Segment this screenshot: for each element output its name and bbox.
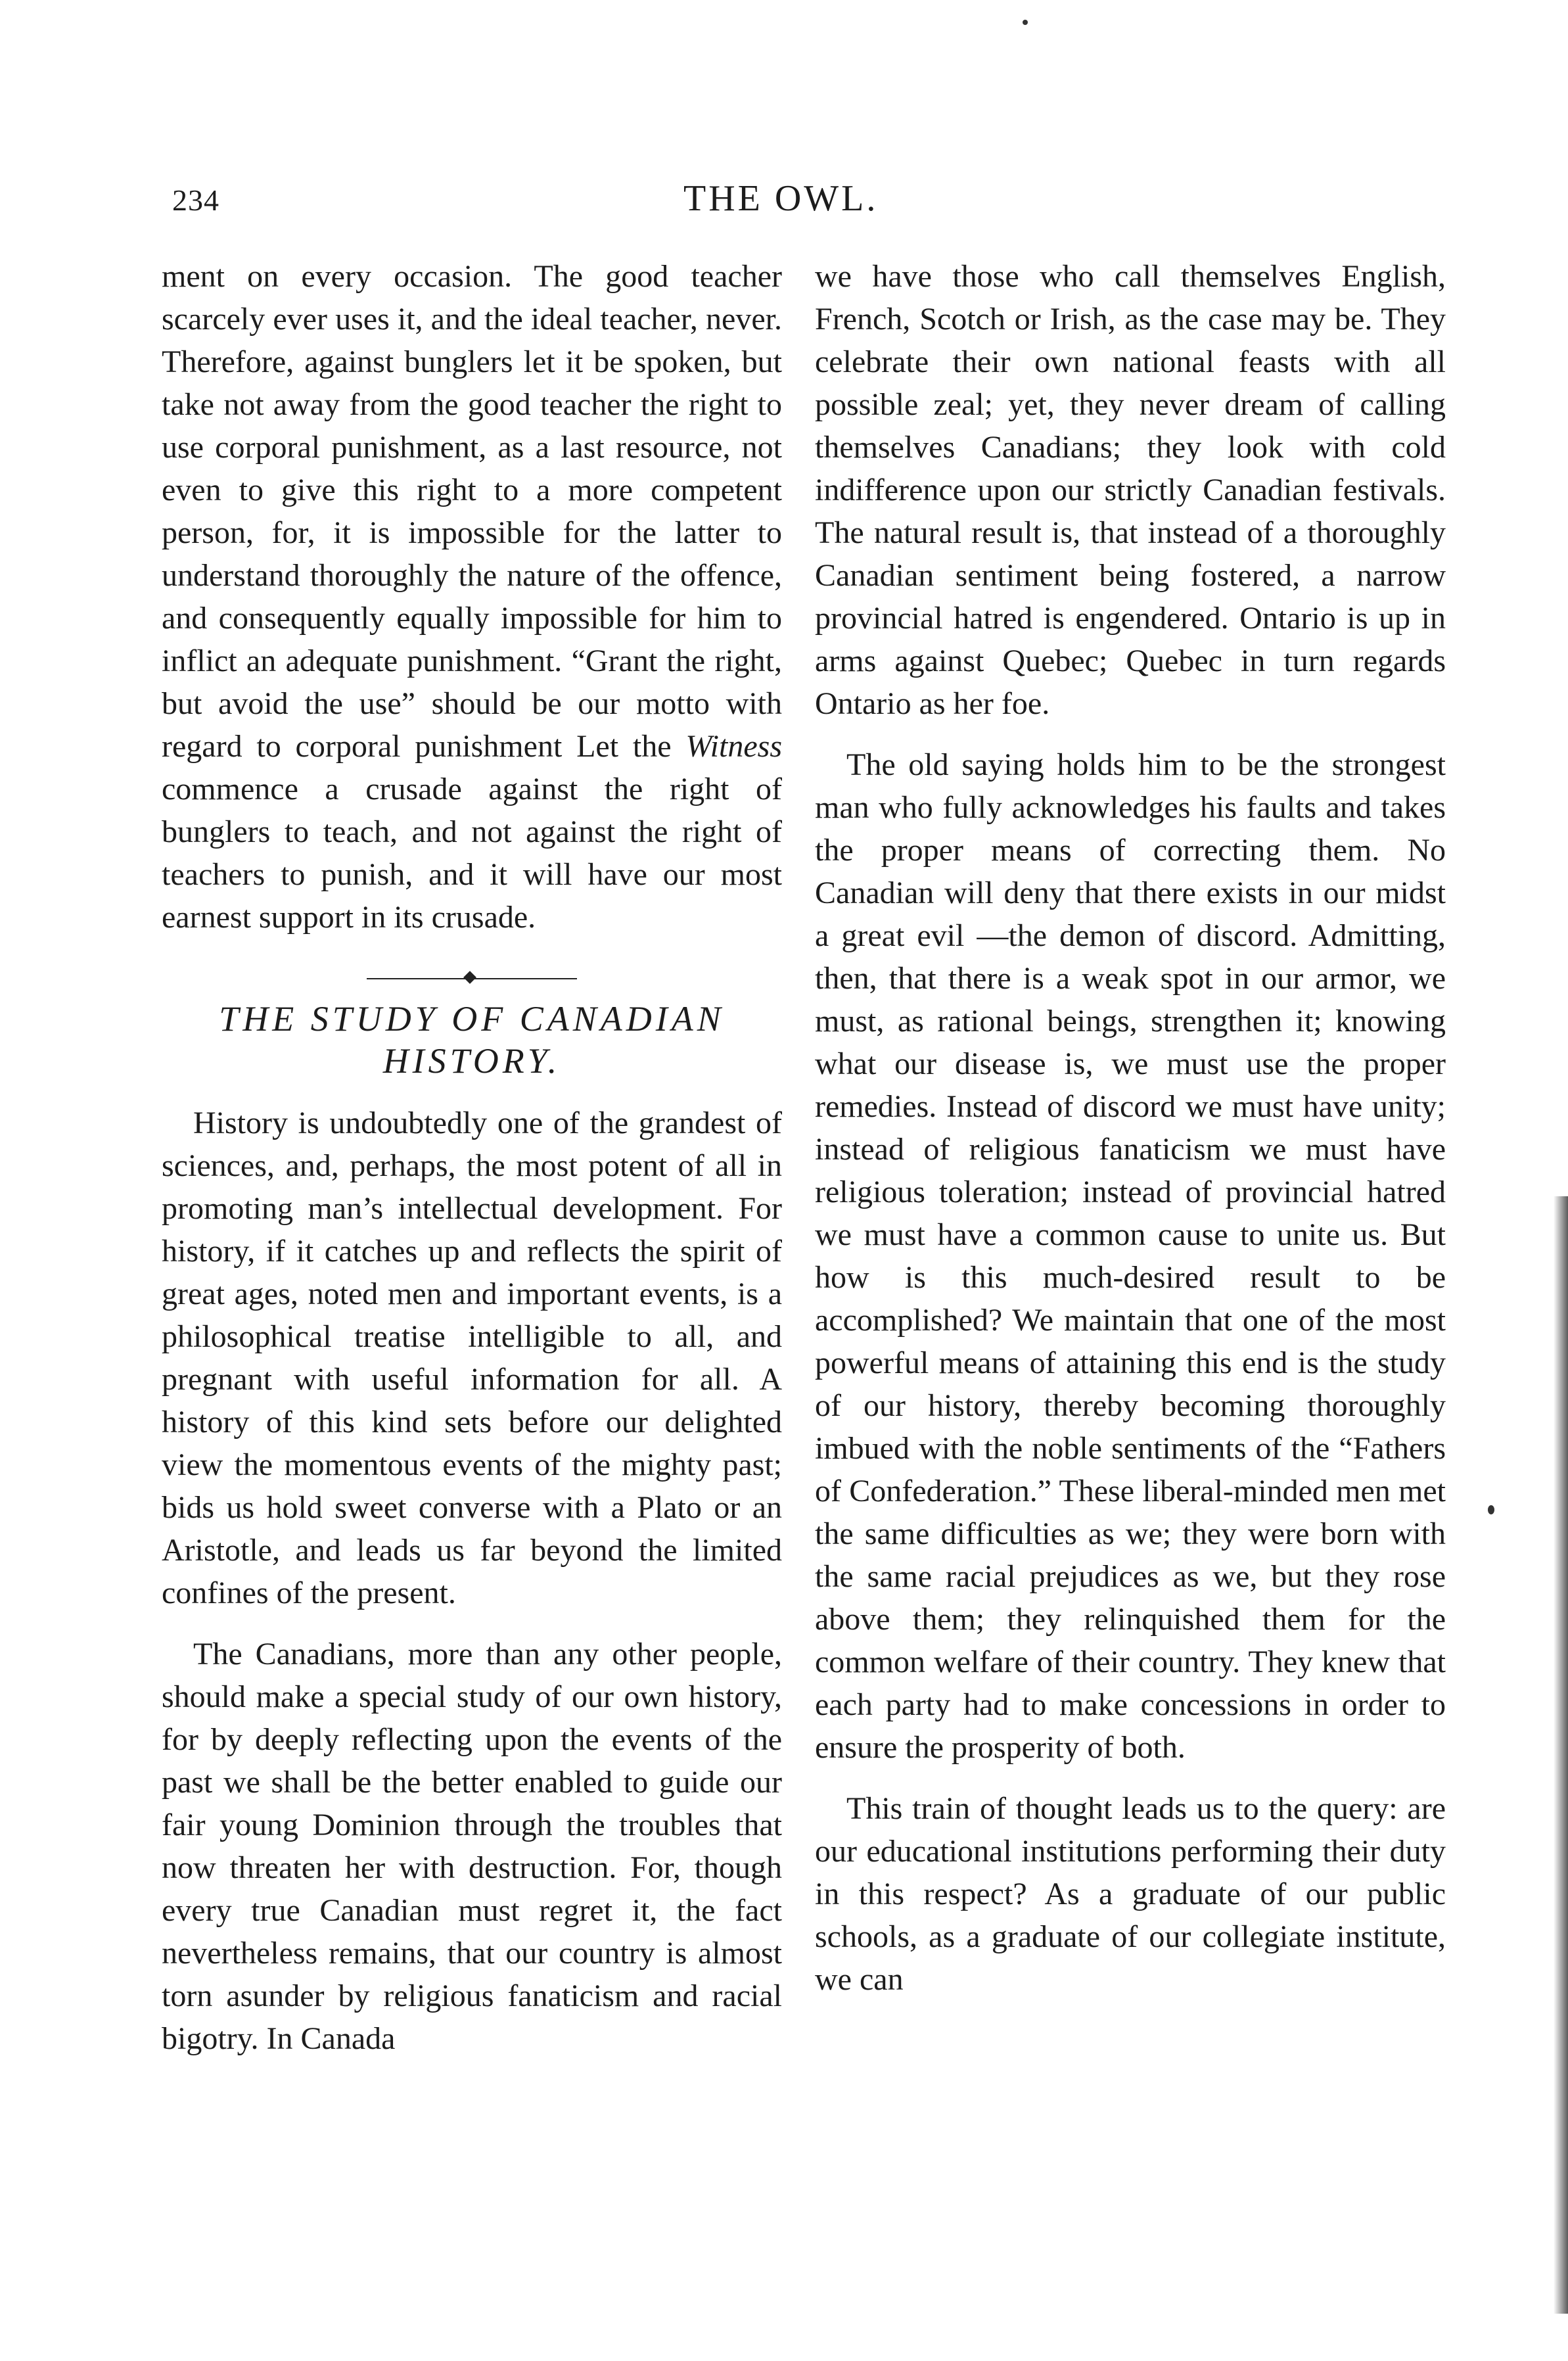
divider-ornament-icon <box>463 971 476 984</box>
article-title-line-2: HISTORY. <box>382 1041 561 1081</box>
left-paragraph-1-end: commence a crusade against the right of bunglers to teach, and not against the right of teachers to punish, and it will have our most earnest support in its crusade. <box>162 772 782 935</box>
right-column <box>815 255 1446 2001</box>
running-title: THE OWL. <box>683 178 879 219</box>
scan-speck <box>1023 20 1028 25</box>
left-column <box>162 255 782 2060</box>
scan-speck <box>1488 1505 1494 1514</box>
right-paragraph-2: The old saying holds him to be the strongest man who fully acknowledges his faults and takes the proper means of correcting them. No Canadian will deny that there exists in our midst a great evil —the demon of discord. Admitting, then, that there is a weak spot in our armor, we must, as rational beings, strengthen it; knowing what our disease is, we must use the proper remedies. Instead of discord we must have unity; instead of religious fanaticism we must have religious toleration; instead of provincial hatred we must have a common cause to unite us. But how is this much-desired result to be accomplished? We maintain that one of the most powerful means of attaining this end is the study of our history, thereby becoming thoroughly imbued with the noble sentiments of the “Fathers of Confederation.” These liberal-minded men met the same difficulties as we; they were born with the same racial prejudices as we, but they rose above them; they relinquished them for the common welfare of their country. They knew that each party had to make concessions in order to ensure the prosperity of both. <box>815 747 1446 1765</box>
article-title-line-1: THE STUDY OF CANADIAN <box>219 999 725 1039</box>
right-paragraph-1: we have those who call themselves English, French, Scotch or Irish, as the case may be. They celebrate their own national feasts with all possible zeal; yet, they never dream of calling themselves Canadians; they look with cold indifference upon our strictly Canadian festivals. The natural result is, that instead of a thoroughly Canadian sentiment being fostered, a narrow provincial hatred is engendered. Ontario is up in arms against Quebec; Quebec in turn regards Ontario as her foe. <box>815 259 1446 721</box>
article-title <box>162 998 782 1082</box>
left-paragraph-1 <box>162 255 782 939</box>
scan-edge-shadow <box>1554 1196 1568 2314</box>
witness-italic: Witness <box>685 729 783 764</box>
page-number: 234 <box>172 183 219 217</box>
right-paragraph-3: This train of thought leads us to the query: are our educational institutions performing their duty in this respect? As a graduate of our public schools, as a graduate of our collegiate institute, we can <box>815 1791 1446 1997</box>
left-paragraph-3: The Canadians, more than any other people, should make a special study of our own history, for by deeply reflecting upon the events of the past we shall be the better enabled to guide our fair young Dominion through the troubles that now threaten her with destruction. For, though every true Canadian must regret it, the fact nevertheless remains, that our country is almost torn asunder by religious fanaticism and racial bigotry. In Canada <box>162 1637 782 2056</box>
left-paragraph-2: History is undoubtedly one of the grandest of sciences, and, perhaps, the most potent of all in promoting man’s intellectual development. For history, if it catches up and reflects the spirit of great ages, noted men and important events, is a philosophical treatise intelligible to all, and pregnant with useful information for all. A history of this kind sets before our delighted view the momentous events of the mighty past; bids us hold sweet converse with a Plato or an Aristotle, and leads us far beyond the limited confines of the present. <box>162 1106 782 1610</box>
left-paragraph-1-text: ment on every occasion. The good teacher scarcely ever uses it, and the ideal teacher, never. Therefore, against bunglers let it be spoken, but take not away from the good teacher the right to use corporal punishment, as a last resource, not even to give this right to a more competent person, for, it is impossible for the latter to understand thoroughly the nature of the offence, and consequently equally impossible for him to inflict an adequate punishment. “Grant the right, but avoid the use” should be our motto with regard to corporal punishment Let the <box>162 259 782 764</box>
section-divider <box>367 978 577 979</box>
